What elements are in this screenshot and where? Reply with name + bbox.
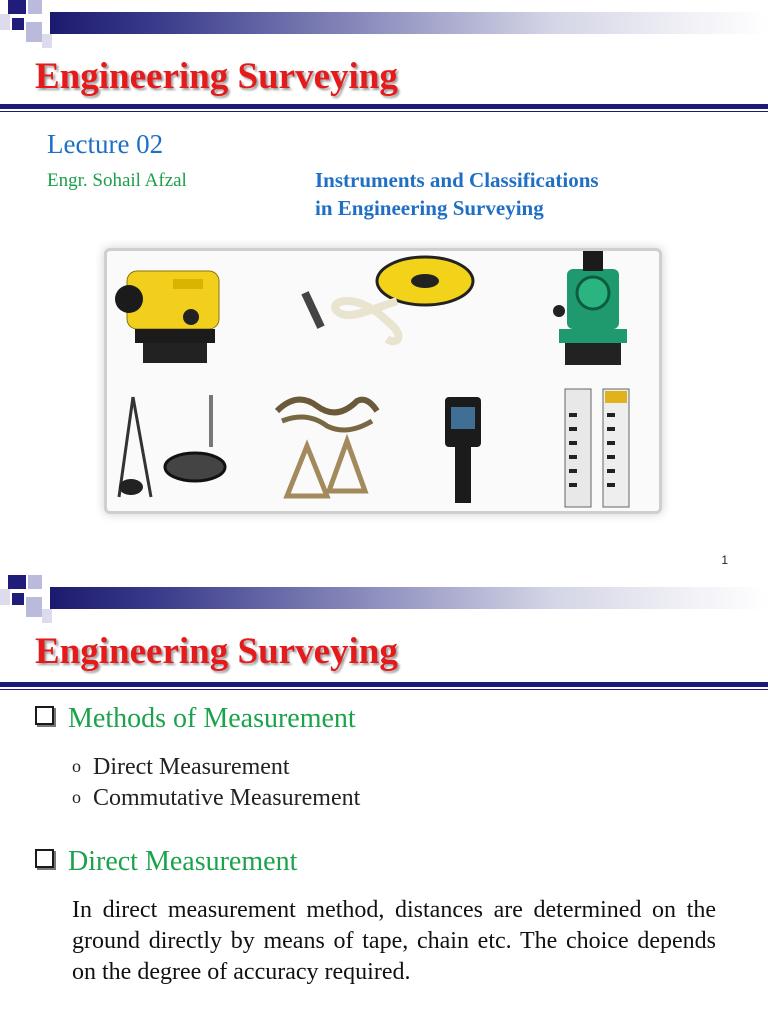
heading-direct-label: Direct Measurement — [68, 846, 298, 877]
heading-methods-label: Methods of Measurement — [68, 703, 356, 734]
checkbox-bullet-icon — [35, 849, 54, 868]
lecture-subtitle — [315, 166, 715, 222]
list-item-label: Commutative Measurement — [93, 785, 361, 811]
subtitle-line-1: Instruments and Classifications — [315, 168, 599, 192]
auto-level-image — [113, 259, 233, 379]
levelling-staff-image — [559, 383, 649, 508]
slide-title: Engineering Surveying — [35, 56, 398, 97]
slide-2 — [0, 575, 768, 1024]
title-divider — [0, 104, 768, 109]
plane-table-image — [111, 387, 231, 509]
theodolite-image — [539, 251, 649, 381]
author-name: Engr. Sohail Afzal — [47, 170, 187, 191]
slide-title: Engineering Surveying — [35, 631, 398, 672]
list-item — [72, 785, 360, 812]
lecture-label: Lecture 02 — [47, 129, 164, 159]
decorative-header-bar — [0, 575, 768, 625]
optical-square-image — [435, 391, 495, 506]
subtitle-line-2: in Engineering Surveying — [315, 196, 544, 220]
measuring-tape-image — [297, 251, 487, 361]
heading-methods — [35, 703, 356, 735]
page-number: 1 — [721, 553, 728, 567]
circle-bullet-icon: o — [72, 787, 81, 807]
paragraph-direct-measurement: In direct measurement method, distances are determined on the ground directly by means of tape, chain etc. The choice depends on the degree of accuracy required. — [72, 897, 716, 985]
title-divider — [0, 682, 768, 687]
circle-bullet-icon: o — [72, 756, 81, 776]
list-item-label: Direct Measurement — [93, 754, 290, 780]
title-divider-thin — [0, 689, 768, 690]
surveying-chain-image — [267, 391, 387, 506]
decorative-header-bar — [0, 0, 768, 50]
instruments-photo — [104, 248, 662, 514]
heading-direct — [35, 846, 297, 878]
list-item — [72, 754, 290, 781]
title-divider-thin — [0, 111, 768, 112]
checkbox-bullet-icon — [35, 706, 54, 725]
